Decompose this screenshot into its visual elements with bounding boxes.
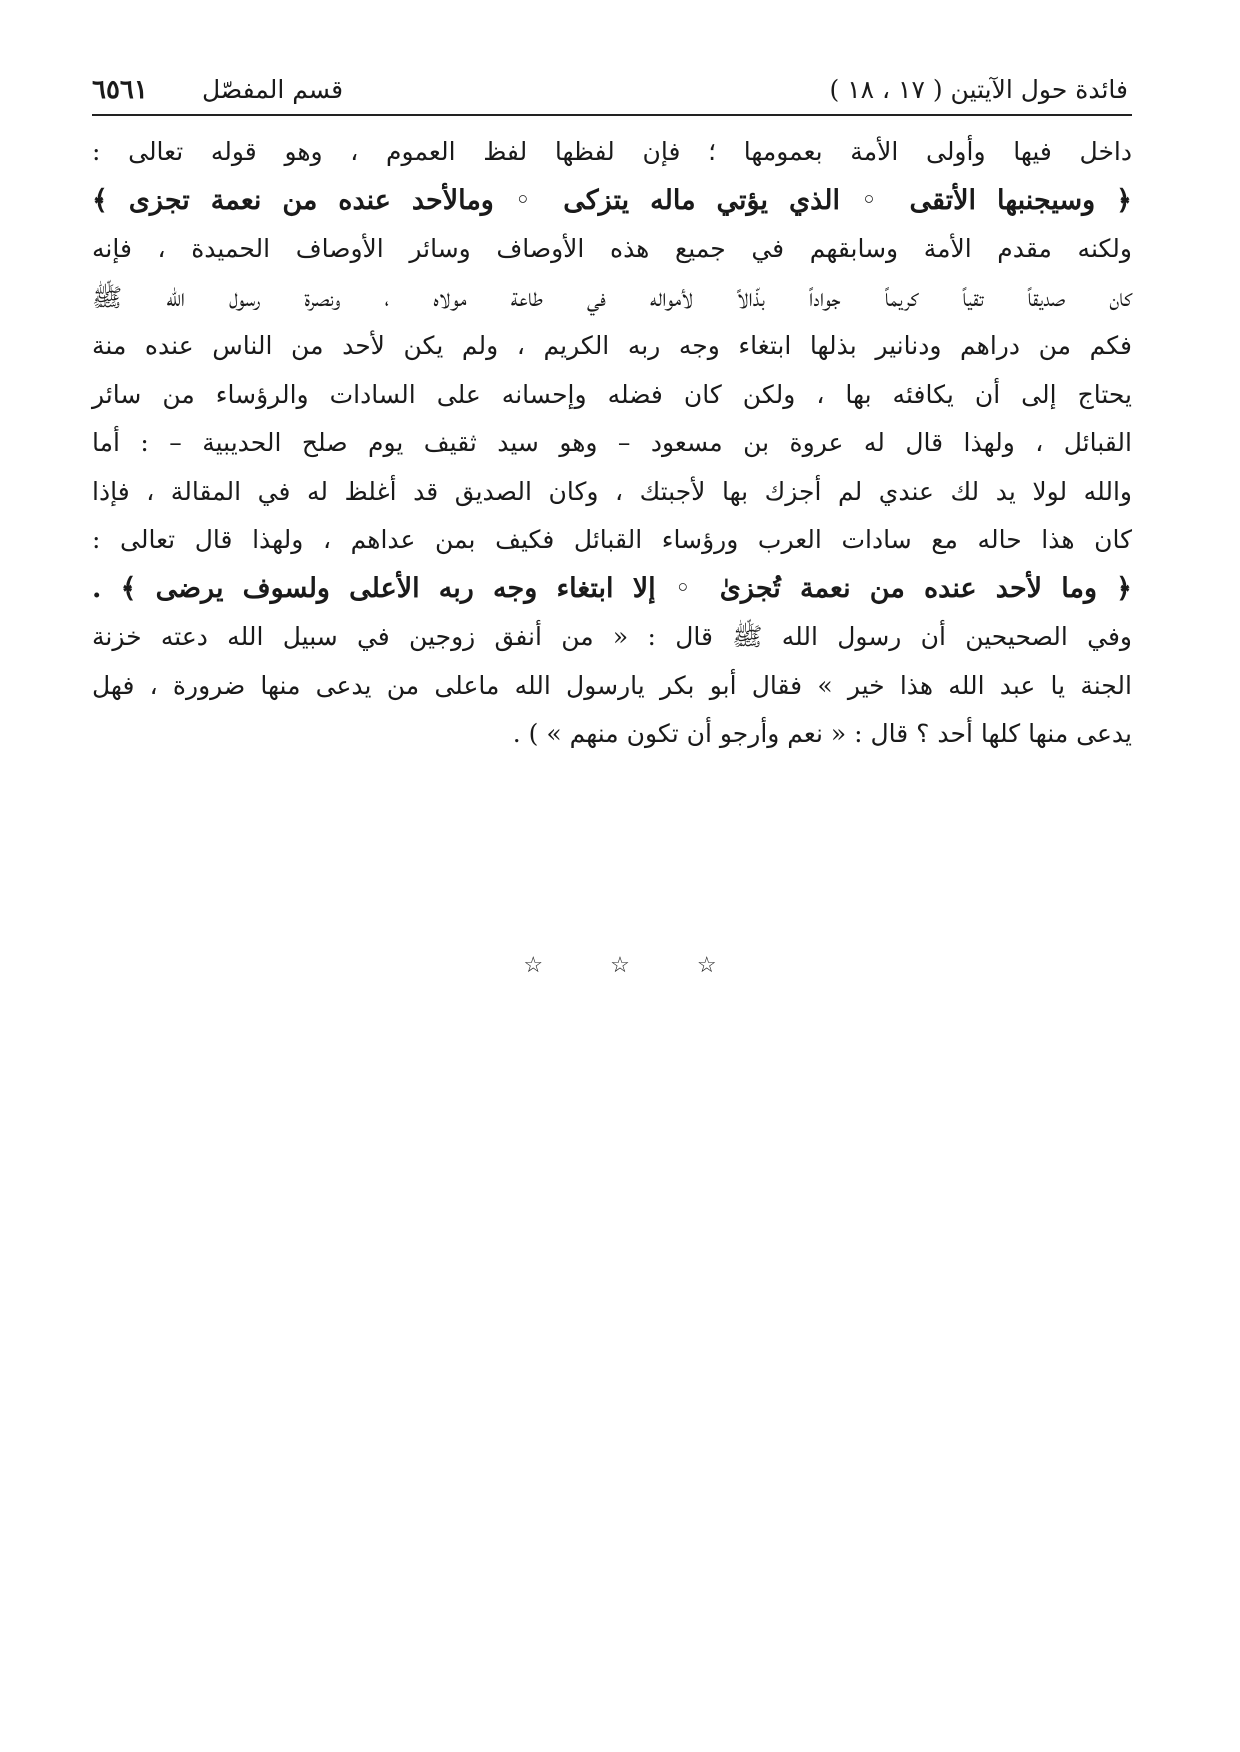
- text-line: فكم من دراهم ودنانير بذلها ابتغاء وجه ربه الكريم ، ولم يكن لأحد من الناس عنده منة: [92, 331, 1132, 360]
- page-header: [92, 74, 1128, 108]
- text-line: ولكنه مقدم الأمة وسابقهم في جميع هذه الأوصاف وسائر الأوصاف الحميدة ، فإنه: [92, 234, 1132, 263]
- quran-verse-line: ﴿ وسيجنبها الأتقى ◦ الذي يؤتي ماله يتزكى ◦ ومالأحد عنده من نعمة تجزى ﴾: [92, 184, 1132, 216]
- text-line: يدعى منها كلها أحد ؟ قال : « نعم وأرجو أن تكون منهم » ) .: [512, 719, 1132, 748]
- text-line: وفي الصحيحين أن رسول الله ﷺ قال : « من أنفق زوجين في سبيل الله دعته خزنة: [92, 622, 1132, 651]
- text-line: كان هذا حاله مع سادات العرب ورؤساء القبائل فكيف بمن عداهم ، ولهذا قال تعالى :: [92, 525, 1132, 554]
- text-line: كان صديقاً تقياً كريماً جواداً بذّالاً لأمواله في طاعة مولاه ، ونصرة رسول الله ﷺ: [92, 282, 1132, 312]
- body-text: [92, 128, 1132, 759]
- running-title: فائدة حول الآيتين ( ١٧ ، ١٨ ): [829, 75, 1128, 104]
- page-number: ٦٥٦١: [92, 75, 148, 105]
- section-name: قسم المفصّل: [202, 75, 344, 104]
- section-separator: ☆ ☆ ☆: [523, 953, 747, 978]
- text-line: القبائل ، ولهذا قال له عروة بن مسعود – وهو سيد ثقيف يوم صلح الحديبية – : أما: [92, 428, 1132, 457]
- text-line: داخل فيها وأولى الأمة بعمومها ؛ فإن لفظها لفظ العموم ، وهو قوله تعالى :: [92, 137, 1132, 166]
- header-rule: [92, 114, 1132, 116]
- text-line: يحتاج إلى أن يكافئه بها ، ولكن كان فضله وإحسانه على السادات والرؤساء من سائر: [92, 379, 1132, 409]
- text-line: والله لولا يد لك عندي لم أجزك بها لأجبتك ، وكان الصديق قد أغلظ له في المقالة ، فإذا: [92, 476, 1132, 506]
- text-line: الجنة يا عبد الله هذا خير » فقال أبو بكر يارسول الله ماعلى من يدعى منها ضرورة ، فهل: [92, 670, 1132, 700]
- quran-verse-line: ﴿ وما لأحد عنده من نعمة تُجزىٰ ◦ إلا ابتغاء وجه ربه الأعلى ولسوف يرضى ﴾ .: [92, 572, 1132, 604]
